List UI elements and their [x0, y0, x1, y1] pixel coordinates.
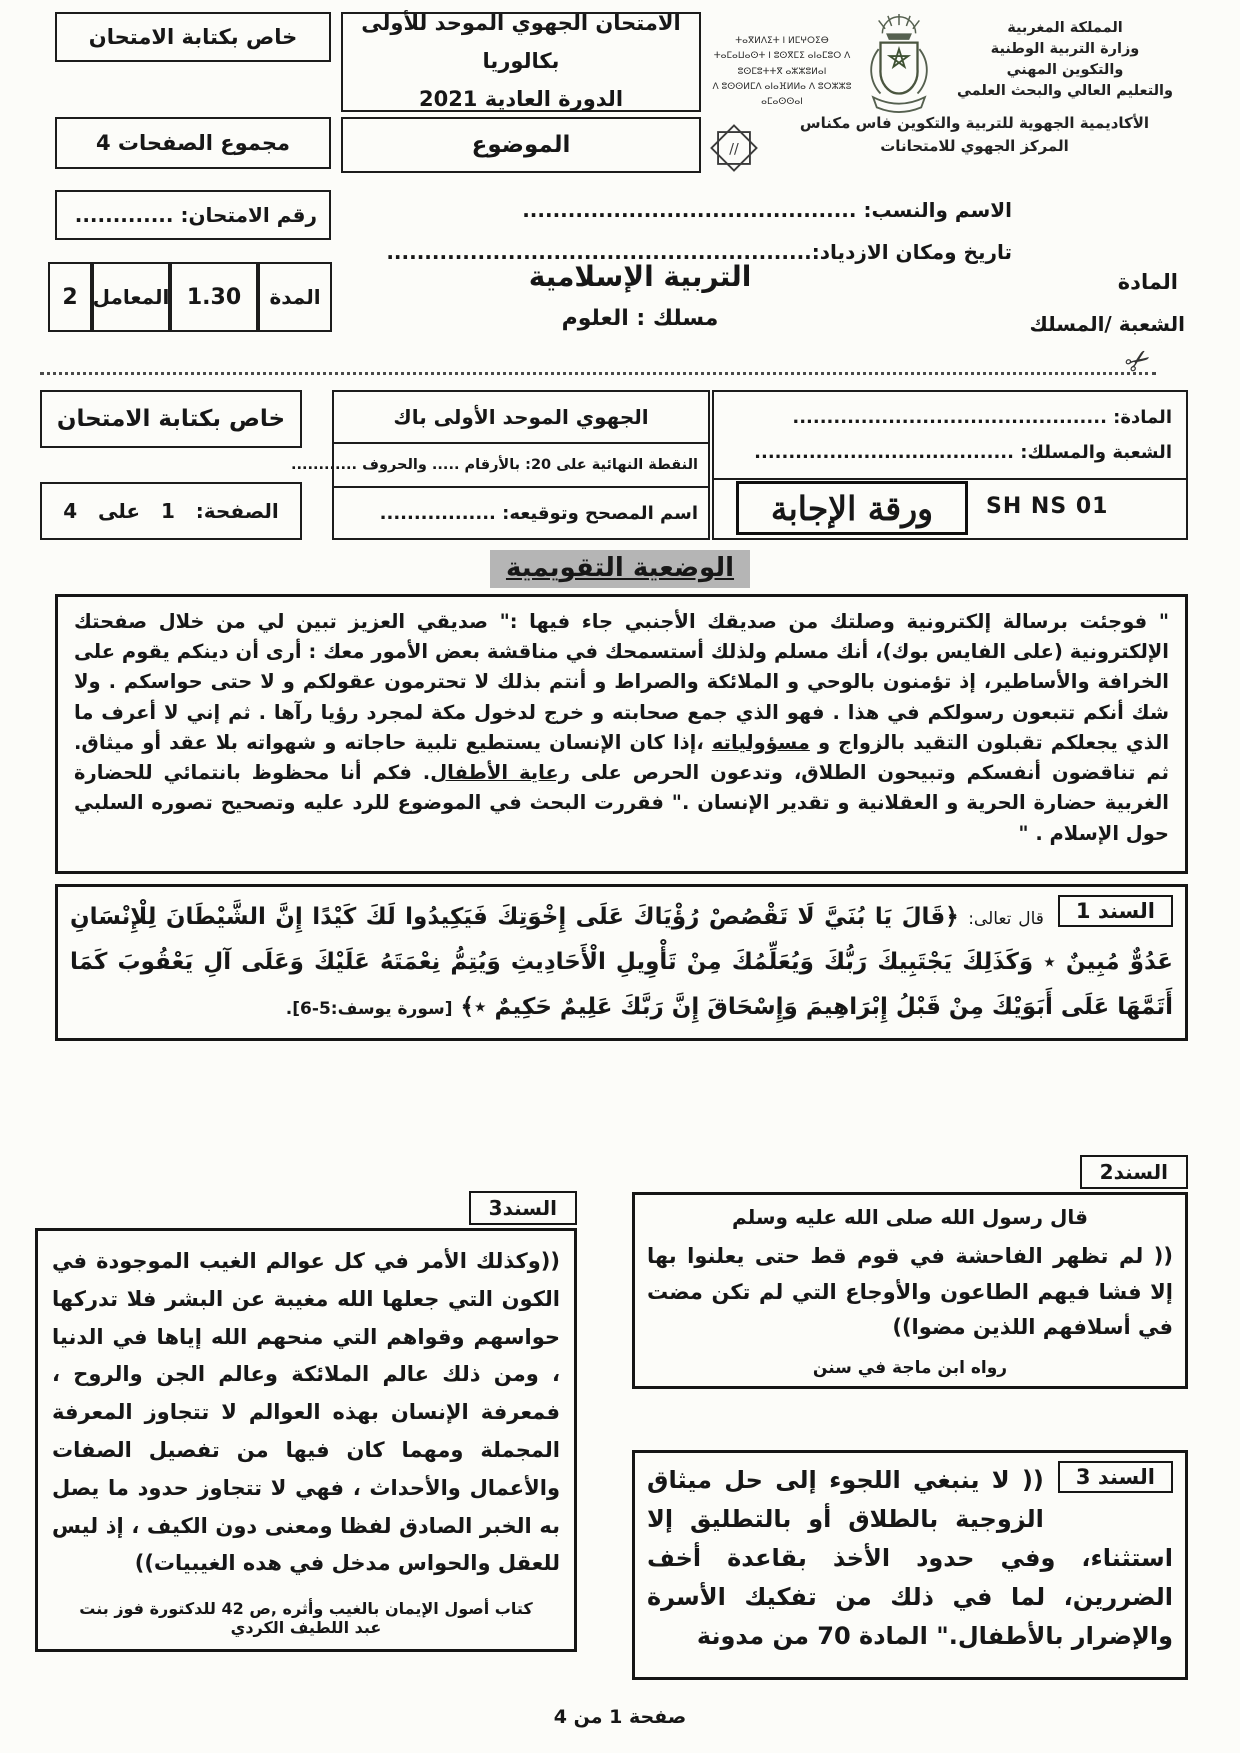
answer-info-fields — [714, 392, 1186, 480]
total-pages-box: مجموع الصفحات 4 — [55, 117, 331, 169]
tifinagh-line: ⴷ ⵓⵙⵙⵍⵎⴷ ⴰⵏⴰⴼⵍⵍⴰ ⴷ ⵓⵔⵣⵣⵓ ⴰⵎⴰⵙⵙⴰⵏ — [712, 81, 852, 108]
svg-text://: // — [729, 141, 739, 158]
academy-line: الأكاديمية الجهوية للتربية والتكوين فاس مكناس — [799, 114, 1150, 132]
verse-source: [سورة يوسف:5-6]. — [285, 998, 453, 1019]
section-title: الوضعية التقويمية — [490, 550, 750, 588]
ministry-arabic-text — [940, 18, 1190, 102]
document-type-box: الموضوع — [341, 117, 701, 173]
exam-name: الجهوي الموحد الأولى باك — [334, 392, 708, 444]
sanad1-box — [55, 884, 1188, 1041]
sanad3-source: كتاب أصول الإيمان بالغيب وأثره ,ص 42 للدكتورة فوز بنت عبد اللطيف الكردي — [79, 1599, 533, 1638]
exam-center-line: المركز الجهوي للامتحانات — [880, 137, 1069, 156]
duration-value: 1.30 — [170, 262, 258, 332]
cut-line — [40, 372, 1156, 375]
ministry-line: والتعليم العالي والبحث العلمي — [956, 83, 1174, 100]
coefficient-value: 2 — [48, 262, 92, 332]
hadith-source: رواه ابن ماجة في سنن — [812, 1358, 1008, 1379]
answer-sheet-row — [714, 480, 1186, 538]
document-code: SH NS 01 — [986, 494, 1109, 519]
ministry-line: المملكة المغربية — [1007, 20, 1123, 36]
sanad3-text: ((وكذلك الأمر في كل عوالم الغيب الموجودة في الكون التي جعلها الله مغيبة عن البشر فلا تدركها حواسهم وقواهم التي منحهم الله إياها في الدنيا ، ومن ذلك عالم الملائكة وعالم الجن والروح ، فمعرفة الإنسان بهذه العوالم لا تتجاوز المعرفة المجملة ومهما كان فيها من تفصيل الصفات والأعمال والأحداث ، فهي لا تتجاوز حدود ما يصل به الخبر الصادق لفظا ومعنى دون الكيف ، إذ ليس للعقل والحواس مدخل في هده الغيبيات)) — [52, 1249, 560, 1576]
sanad2-label: السند2 — [1080, 1155, 1188, 1189]
subject-label: المادة — [1117, 270, 1178, 294]
hadith-text: (( لم تظهر الفاحشة في قوم قط حتى يعلنوا بها إلا فشا فيهم الطاعون والأوجاع التي لم تكن مضت في أسلافهم اللذين مضوا)) — [647, 1244, 1173, 1340]
exam-title-box — [341, 12, 701, 112]
sanad4-text: (( لا ينبغي اللجوء إلى حل ميثاق الزوجية بالطلاق أو بالتطليق إلا استثناء، وفي حدود الأخذ بقاعدة أخف الضررين، لما في ذلك من تفكيك الأسرة والإضرار بالأطفال." المادة 70 من مدونة — [647, 1466, 1173, 1650]
exam-number-field: رقم الامتحان: ............. — [55, 190, 331, 240]
scissors-icon: ✂ — [1118, 339, 1159, 384]
quran-verse — [70, 895, 1173, 1030]
corrector-field: اسم المصحح وتوقيعه: ................. — [379, 502, 698, 524]
tifinagh-line: ⵜⴰⵎⴰⵡⴰⵙⵜ ⵏ ⵓⵙⴳⵎⵉ ⴰⵏⴰⵎⵓⵔ ⴷ ⵓⵙⵎⵓⵜⵜⴳ ⴰⵣⵣⵓⵍⴰⵏ — [713, 51, 851, 77]
subject-value: التربية الإسلامية — [528, 260, 752, 293]
name-field: الاسم والنسب: ............................................ — [522, 198, 1012, 222]
verse-intro: قال تعالى: — [968, 909, 1044, 929]
page-footer: صفحة 1 من 4 — [553, 1706, 687, 1728]
birthdate-field: تاريخ ومكان الازدياد:........................................................ — [386, 240, 1012, 264]
verse-text: ﴿قَالَ يَا بُنَيَّ لَا تَقْصُصْ رُؤْيَاكَ عَلَى إِخْوَتِكَ فَيَكِيدُوا لَكَ كَيْدًا إِنَّ الشَّيْطَانَ لِلْإِنْسَانِ عَدُوٌّ مُبِينٌ ٭ وَكَذَلِكَ يَجْتَبِيكَ رَبُّكَ وَيُعَلِّمُكَ مِنْ تَأْوِيلِ الْأَحَادِيثِ وَيُتِمُّ نِعْمَتَهُ عَلَيْكَ وَعَلَى آلِ يَعْقُوبَ كَمَا أَتَمَّهَا عَلَى أَبَوَيْكَ مِنْ قَبْلُ إِبْرَاهِيمَ وَإِسْحَاقَ إِنَّ رَبَّكَ عَلِيمٌ حَكِيمٌ ٭﴾ — [70, 904, 1173, 1020]
page-number-box: الصفحة: 1 على 4 — [40, 482, 302, 540]
track-value: مسلك : العلوم — [561, 306, 719, 331]
ministry-line: وزارة التربية الوطنية — [990, 41, 1140, 58]
exam-title-line1: الامتحان الجهوي الموحد للأولى بكالوريا — [361, 11, 681, 74]
answer-track-field: الشعبة والمسلك: ...................................... — [754, 442, 1172, 464]
sanad3-box — [35, 1196, 577, 1652]
section-title-wrap — [0, 550, 1240, 588]
coat-of-arms — [862, 12, 936, 118]
sanad3-label: السند3 — [469, 1191, 577, 1225]
sanad2-box — [632, 1160, 1188, 1389]
exam-writer-box: خاص بكتابة الامتحان — [55, 12, 331, 62]
final-score-field: النقطة النهائية على 20: بالأرقام ..... والحروف ............ — [334, 444, 708, 488]
track-label: الشعبة /المسلك — [1029, 312, 1185, 336]
tifinagh-line: ⵜⴰⴳⵍⴷⵉⵜ ⵏ ⵍⵎⵖⵔⵉⴱ — [735, 36, 829, 46]
answer-sheet-title: ورقة الإجابة — [736, 481, 968, 535]
exam-writer-label: خاص بكتابة الامتحان — [40, 390, 302, 448]
sanad1-label: السند 1 — [1058, 895, 1173, 927]
ministry-line: والتكوين المهني — [1006, 62, 1124, 79]
situation-text: " فوجئت برسالة إلكترونية وصلتك من صديقك الأجنبي جاء فيها :" صديقي العزيز تبين لي من خلال صفحتك الإلكترونية (على الفايس بوك)، أنك مسلم ولذلك أستسمحك في مناقشة بعض الأمور معك : أرى أن دينكم يقوم على الخرافة والأساطير، إذ تؤمنون بالوحي و الملائكة والصراط و أنتم بذلك لا تحترمون عقولكم و لا حتى حواسكم . ولا شك أنكم تتبعون رسولكم في هذا . فهو الذي جمع صحابته و خرج لدخول مكة لمجرد رؤيا رآها . ثم إني لا أعرف ما الذي يجعلكم تقبلون التقيد بالزواج و مسؤولياته ،إذا كان الإنسان يستطيع تلبية حاجاته و شهواته بلا عقد أو ميثاق. ثم تناقضون أنفسكم وتبيحون الطلاق، وتدعون الحرص على رعاية الأطفال. فكم أنا محظوظ بانتمائي للحضارة الغربية حضارة الحرية و العقلانية و تقدير الإنسان ." فقررت البحث في الموضوع للرد عليه وتصحيح تصوره السلبي حول الإسلام . " — [55, 594, 1188, 874]
duration-label: المدة — [258, 262, 332, 332]
tifinagh-text — [706, 34, 858, 110]
coefficient-label: المعامل — [92, 262, 170, 332]
hadith-intro: قال رسول الله صلى الله عليه وسلم — [732, 1205, 1088, 1229]
academy-text — [757, 112, 1192, 159]
exam-title-line2: الدورة العادية 2021 — [418, 86, 624, 111]
sanad4-label: السند 3 — [1058, 1461, 1173, 1493]
answer-subject-field: المادة: .............................................. — [792, 407, 1172, 428]
score-box — [290, 390, 710, 540]
sanad4-box — [632, 1450, 1188, 1680]
ministry-header — [700, 10, 1192, 186]
decorative-star-icon — [704, 118, 764, 182]
answer-info-box — [712, 390, 1188, 540]
